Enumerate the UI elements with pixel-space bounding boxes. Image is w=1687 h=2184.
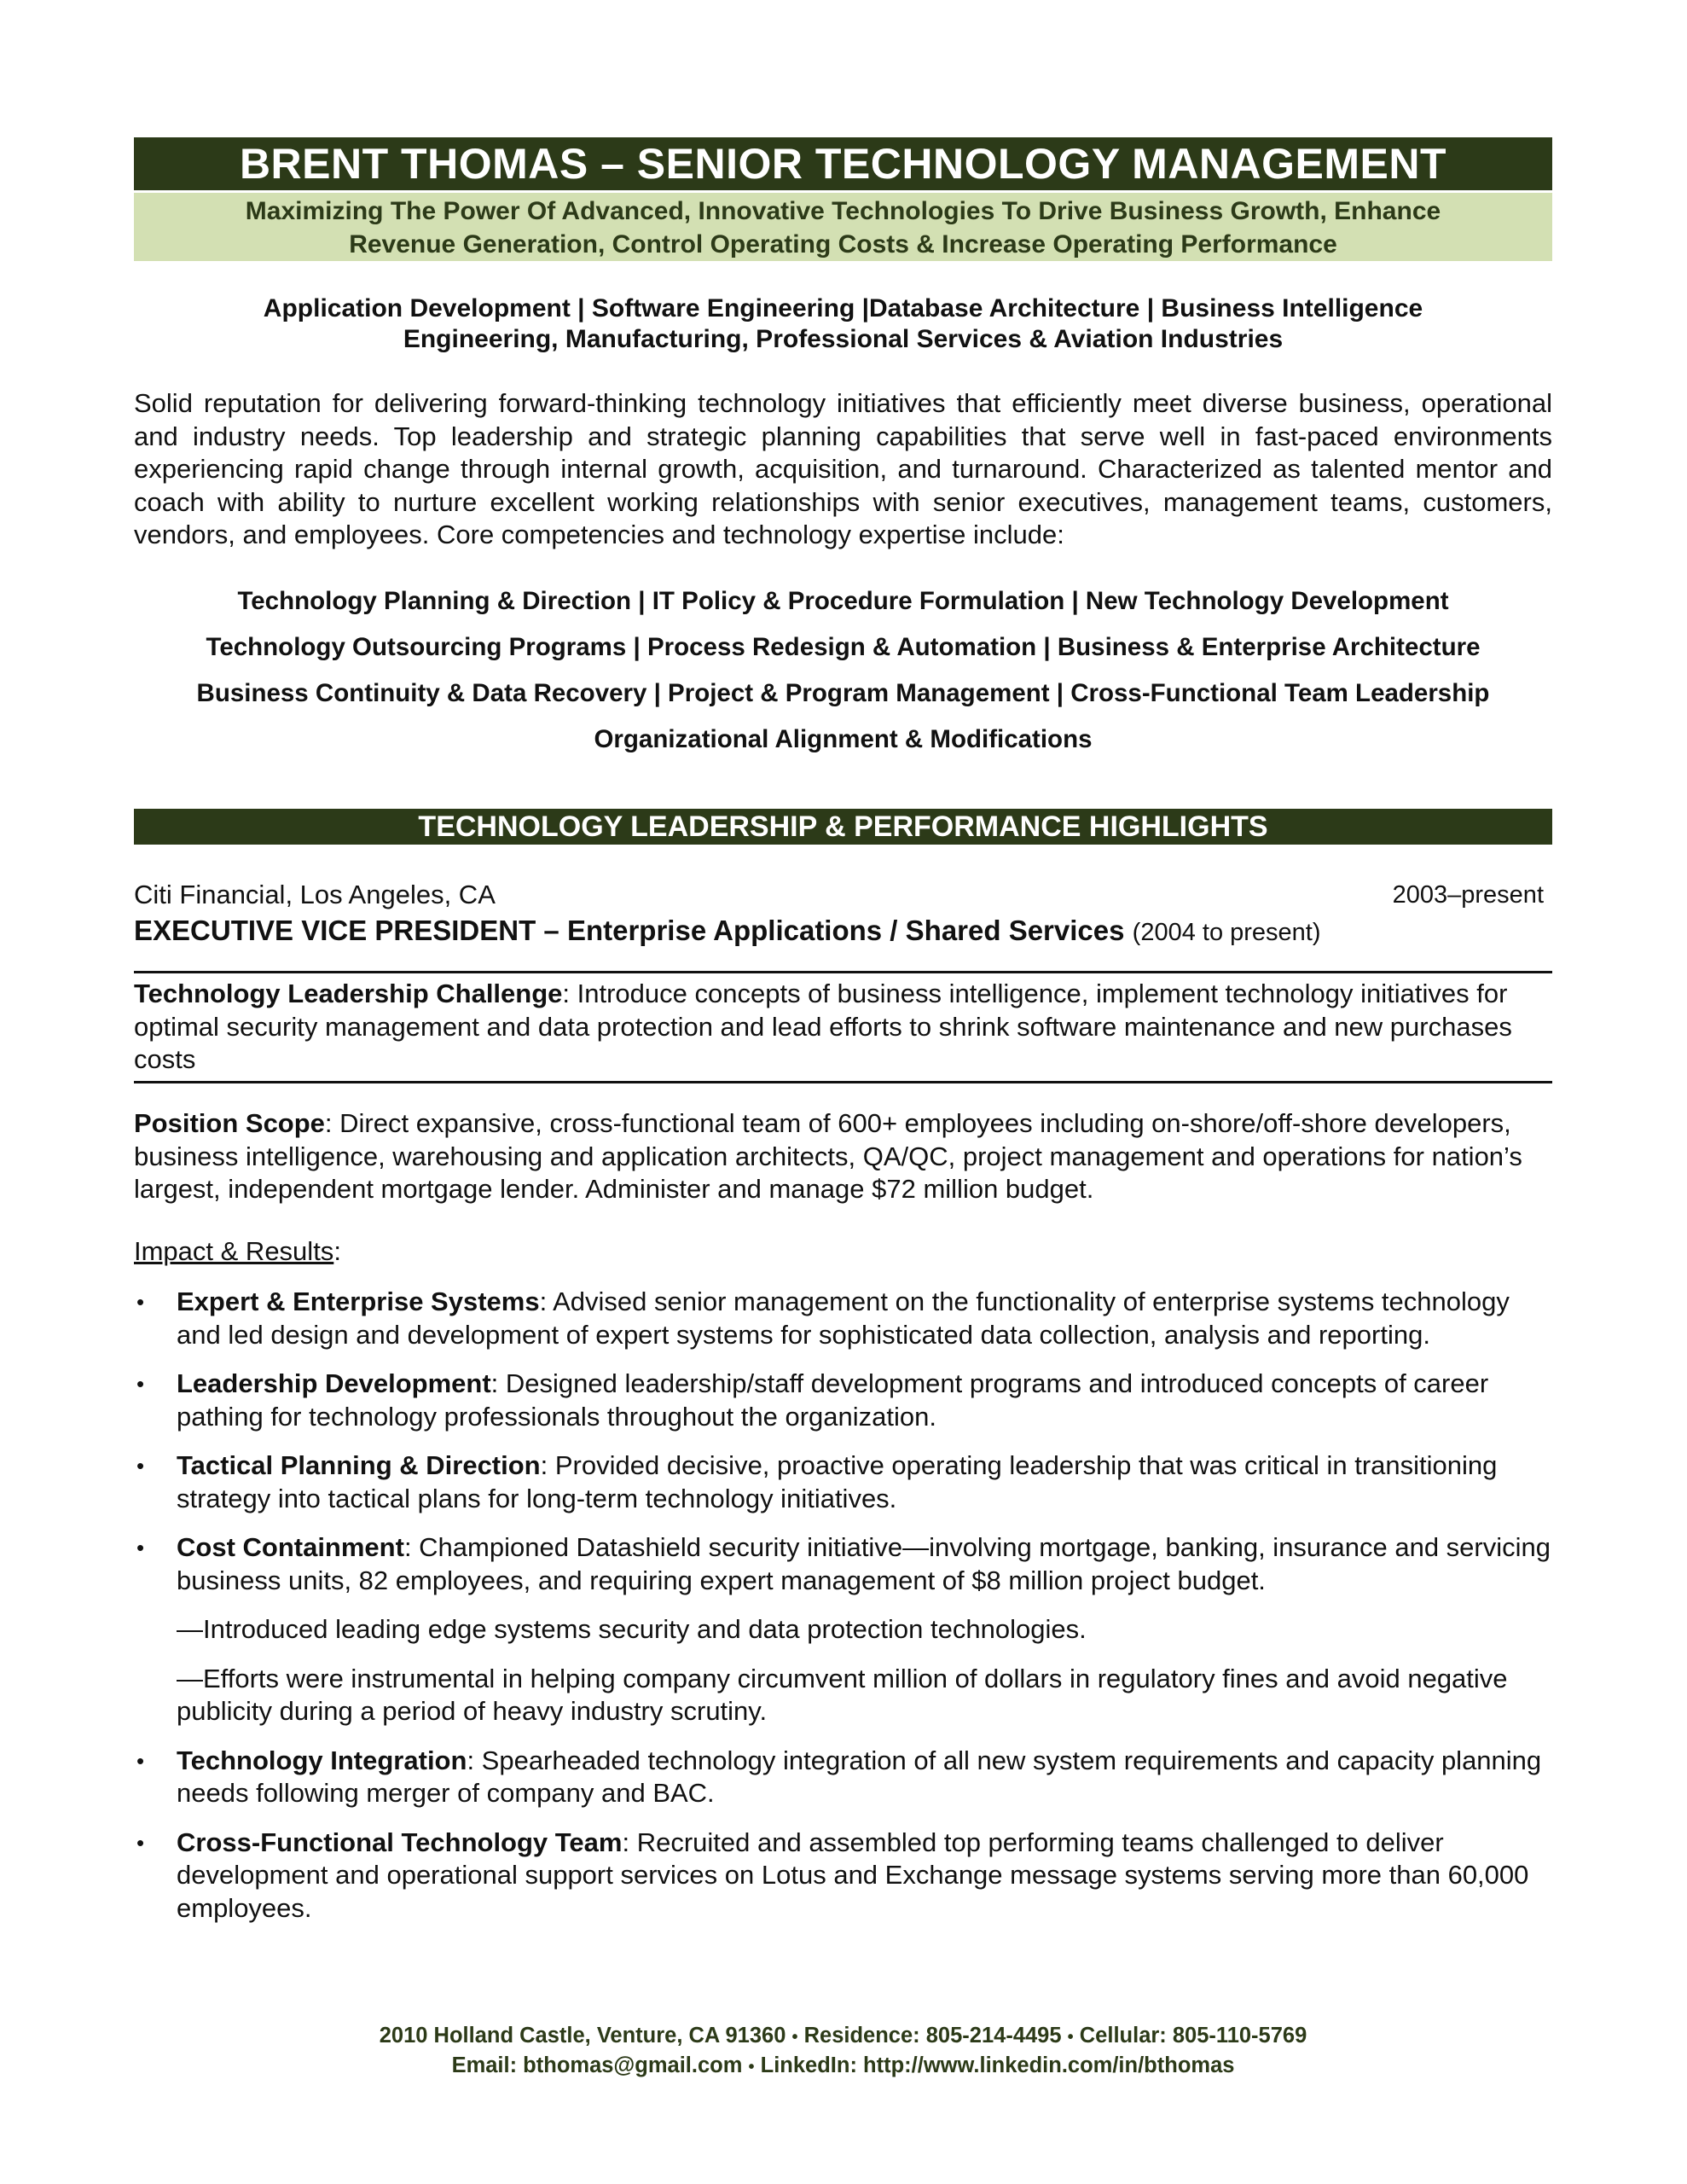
challenge-text: : Introduce concepts of business intelligence, implement technology initiatives for optimal security management and data protection and lead efforts to shrink software maintenance and new purchases costs: [134, 979, 1512, 1074]
list-item: [134, 1368, 1552, 1433]
employer-name: Citi Financial, Los Angeles, CA: [134, 880, 496, 909]
separator-icon: •: [748, 2058, 755, 2077]
tagline-line-1: Maximizing The Power Of Advanced, Innovative Technologies To Drive Business Growth, Enhance: [245, 197, 1441, 225]
list-item: [134, 1449, 1552, 1515]
impact-heading: [134, 1235, 1552, 1268]
sub-point: —Introduced leading edge systems security and data protection technologies.: [177, 1614, 1087, 1644]
bullet-text: : Championed Datashield security initiative—involving mortgage, banking, insurance and servicing business units, 82 employees, and requiring expert management of $8 million project budget.: [177, 1532, 1551, 1595]
bullet-text: : Designed leadership/staff development programs and introduced concepts of career pathing for technology professionals throughout the organization.: [177, 1368, 1489, 1432]
challenge-paragraph: [134, 978, 1552, 1077]
tagline-line-2: Revenue Generation, Control Operating Costs & Increase Operating Performance: [349, 230, 1337, 258]
page-title: BRENT THOMAS – SENIOR TECHNOLOGY MANAGEMENT: [239, 140, 1447, 188]
separator-icon: •: [1067, 2028, 1074, 2047]
employment-dates: 2003–present: [1392, 881, 1544, 909]
linkedin-link[interactable]: LinkedIn: http://www.linkedin.com/in/bthomas: [760, 2053, 1235, 2077]
impact-colon: :: [333, 1236, 341, 1266]
sub-point: —Efforts were instrumental in helping company circumvent million of dollars in regulatory fines and avoid negative publicity during a period of heavy industry scrutiny.: [177, 1663, 1508, 1726]
bullet-icon: •: [136, 1289, 145, 1315]
summary-paragraph: Solid reputation for delivering forward-thinking technology initiatives that efficiently meet diverse business, operational and industry needs. Top leadership and strategic planning capabilities that serve well in fast-paced environments experiencing rapid change through internal growth, acquisition, and turnaround. Characterized as talented mentor and coach with ability to nurture excellent working relationships with senior executives, management teams, customers, vendors, and employees. Core competencies and technology expertise include:: [134, 388, 1552, 549]
footer-line-1: [134, 2022, 1552, 2052]
bullet-label: Tactical Planning & Direction: [177, 1450, 541, 1480]
divider-top: [134, 971, 1552, 973]
bullet-icon: •: [136, 1829, 145, 1856]
bullet-text: : Recruited and assembled top performing teams challenged to deliver development and operational support services on Lotus and Exchange message systems serving more than 60,000 employees.: [177, 1827, 1529, 1923]
contact-footer: [134, 2022, 1552, 2082]
competency-line: Technology Outsourcing Programs | Process Redesign & Automation | Business & Enterprise Architecture: [206, 633, 1481, 661]
bullet-text: : Provided decisive, proactive operating leadership that was critical in transitioning strategy into tactical plans for long-term technology initiatives.: [177, 1450, 1498, 1513]
results-list: [134, 1286, 1552, 1941]
list-item: [134, 1531, 1552, 1597]
scope-text: : Direct expansive, cross-functional team of 600+ employees including on-shore/off-shore developers, business intelligence, warehousing and application architects, QA/QC, project management and operations for nation’s largest, independent mortgage lender. Administer and manage $72 million budget.: [134, 1108, 1522, 1204]
scope-paragraph: [134, 1107, 1552, 1206]
specialties-line-1: Application Development | Software Engineering |Database Architecture | Business Intelligence: [263, 294, 1423, 322]
bullet-label: Expert & Enterprise Systems: [177, 1287, 540, 1316]
address: 2010 Holland Castle, Venture, CA 91360: [379, 2024, 786, 2048]
cellular-phone: Cellular: 805-110-5769: [1079, 2024, 1307, 2048]
name-title-bar: [134, 137, 1552, 190]
list-item: [134, 1827, 1552, 1926]
separator-icon: •: [791, 2028, 798, 2047]
job-title-dates: (2004 to present): [1132, 919, 1321, 946]
bullet-label: Cost Containment: [177, 1532, 404, 1562]
impact-label: Impact & Results: [134, 1236, 334, 1266]
bullet-label: Leadership Development: [177, 1368, 491, 1398]
residence-phone: Residence: 805-214-4495: [803, 2024, 1062, 2048]
competency-line: Technology Planning & Direction | IT Policy & Procedure Formulation | New Technology Development: [237, 587, 1449, 615]
summary-section: [134, 387, 1552, 552]
bullet-label: Cross-Functional Technology Team: [177, 1827, 623, 1857]
competency-line: Organizational Alignment & Modifications: [594, 725, 1093, 753]
email-link[interactable]: Email: bthomas@gmail.com: [451, 2053, 743, 2077]
list-item: [134, 1745, 1552, 1810]
bullet-icon: •: [136, 1747, 145, 1774]
divider-bottom: [134, 1081, 1552, 1083]
bullet-icon: •: [136, 1453, 145, 1478]
footer-line-2: [134, 2052, 1552, 2082]
specialties-line-2: Engineering, Manufacturing, Professional Services & Aviation Industries: [403, 325, 1284, 353]
specialties: [134, 293, 1552, 355]
challenge-label: Technology Leadership Challenge: [134, 979, 563, 1008]
job-title: EXECUTIVE VICE PRESIDENT – Enterprise Applications / Shared Services: [134, 915, 1125, 946]
section-heading: TECHNOLOGY LEADERSHIP & PERFORMANCE HIGHLIGHTS: [418, 810, 1268, 843]
employer-header: [134, 879, 1552, 950]
competency-line: Business Continuity & Data Recovery | Project & Program Management | Cross-Functional Team Leadership: [196, 679, 1490, 707]
section-heading-bar: [134, 809, 1552, 845]
tagline-bar: [134, 193, 1552, 261]
bullet-icon: •: [136, 1535, 145, 1560]
bullet-icon: •: [136, 1371, 145, 1397]
scope-label: Position Scope: [134, 1108, 325, 1138]
bullet-text: : Spearheaded technology integration of all new system requirements and capacity planning needs following merger of company and BAC.: [177, 1745, 1542, 1808]
list-item: [134, 1286, 1552, 1351]
bullet-text: : Advised senior management on the functionality of enterprise systems technology and led design and development of expert systems for sophisticated data collection, analysis and reporting.: [177, 1287, 1510, 1350]
core-competencies: [134, 585, 1552, 770]
bullet-label: Technology Integration: [177, 1745, 467, 1775]
